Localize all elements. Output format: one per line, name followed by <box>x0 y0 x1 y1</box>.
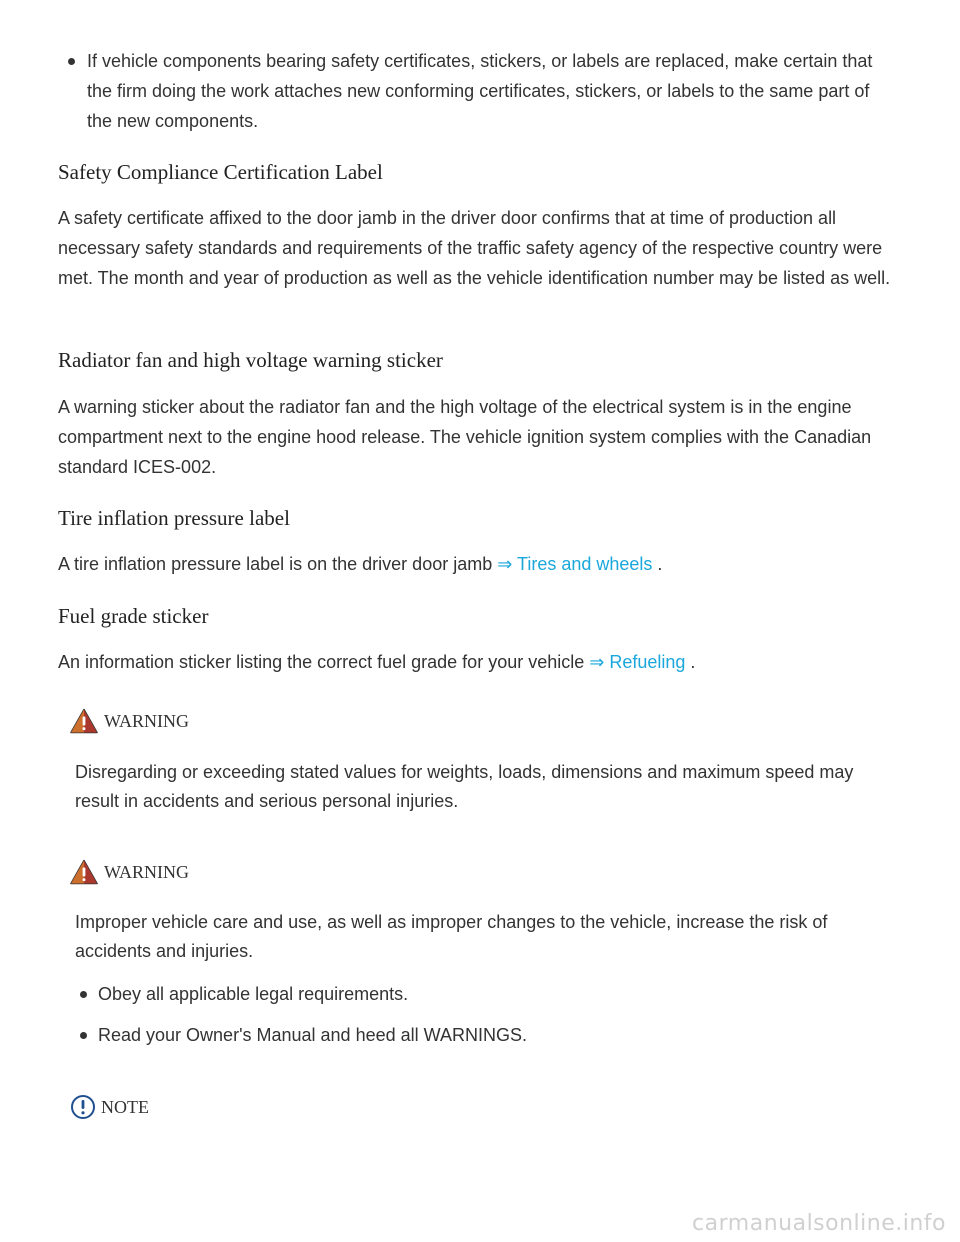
section-text-fuel-grade <box>58 647 898 677</box>
section-heading-safety-compliance: Safety Compliance Certification Label <box>58 160 383 184</box>
section-text-radiator: A warning sticker about the radiator fan and the high voltage of the electrical system is in the engine compartment next to the engine hood release. The vehicle ignition system complies with the Canadian standard ICES-002. <box>58 397 872 477</box>
text-span: . <box>685 652 696 672</box>
warning-text: Improper vehicle care and use, as well as improper changes to the vehicle, increase the risk of accidents and injuries. <box>75 912 828 961</box>
warning-triangle-icon <box>70 708 98 734</box>
watermark: carmanualsonline.info <box>692 1211 946 1236</box>
note-heading <box>70 1094 149 1120</box>
list-item <box>80 1020 860 1050</box>
bullet-dot <box>80 991 87 998</box>
note-label: NOTE <box>101 1096 149 1117</box>
bullet-text: If vehicle components bearing safety certificates, stickers, or labels are replaced, make certain that the firm doing the work attaches new conforming certificates, stickers, or labels to the same part of the new components. <box>87 51 873 131</box>
warning-text: Disregarding or exceeding stated values for weights, loads, dimensions and maximum speed may result in accidents and serious personal injuries. <box>75 762 854 811</box>
bullet-dot <box>68 58 75 65</box>
warning-heading <box>70 708 189 734</box>
exclamation-circle-icon <box>70 1094 96 1120</box>
section-text-safety-compliance: A safety certificate affixed to the door jamb in the driver door confirms that at time of production all necessary safety standards and requirements of the traffic safety agency of the respective country were met. The month and year of production as well as the vehicle identification number may be listed as well. <box>58 208 891 288</box>
bullet-text: Obey all applicable legal requirements. <box>98 984 409 1004</box>
warning-heading <box>70 859 189 885</box>
bullet-text: Read your Owner's Manual and heed all WARNINGS. <box>98 1025 527 1045</box>
section-heading-tire-inflation: Tire inflation pressure label <box>58 506 290 530</box>
bullet-dot <box>80 1032 87 1039</box>
list-item <box>80 979 860 1009</box>
list-item <box>68 46 898 136</box>
text-span: An information sticker listing the correct fuel grade for your vehicle <box>58 652 590 672</box>
warning-label: WARNING <box>104 861 189 882</box>
text-span: A tire inflation pressure label is on the driver door jamb <box>58 554 498 574</box>
link-tires-and-wheels[interactable]: ⇒ Tires and wheels <box>497 554 653 574</box>
link-refueling[interactable]: ⇒ Refueling <box>589 652 686 672</box>
text-span: . <box>652 554 663 574</box>
warning-label: WARNING <box>104 710 189 731</box>
section-heading-fuel-grade: Fuel grade sticker <box>58 604 209 628</box>
section-text-tire-inflation <box>58 549 898 579</box>
warning-triangle-icon <box>70 859 98 885</box>
section-heading-radiator: Radiator fan and high voltage warning sticker <box>58 348 443 372</box>
